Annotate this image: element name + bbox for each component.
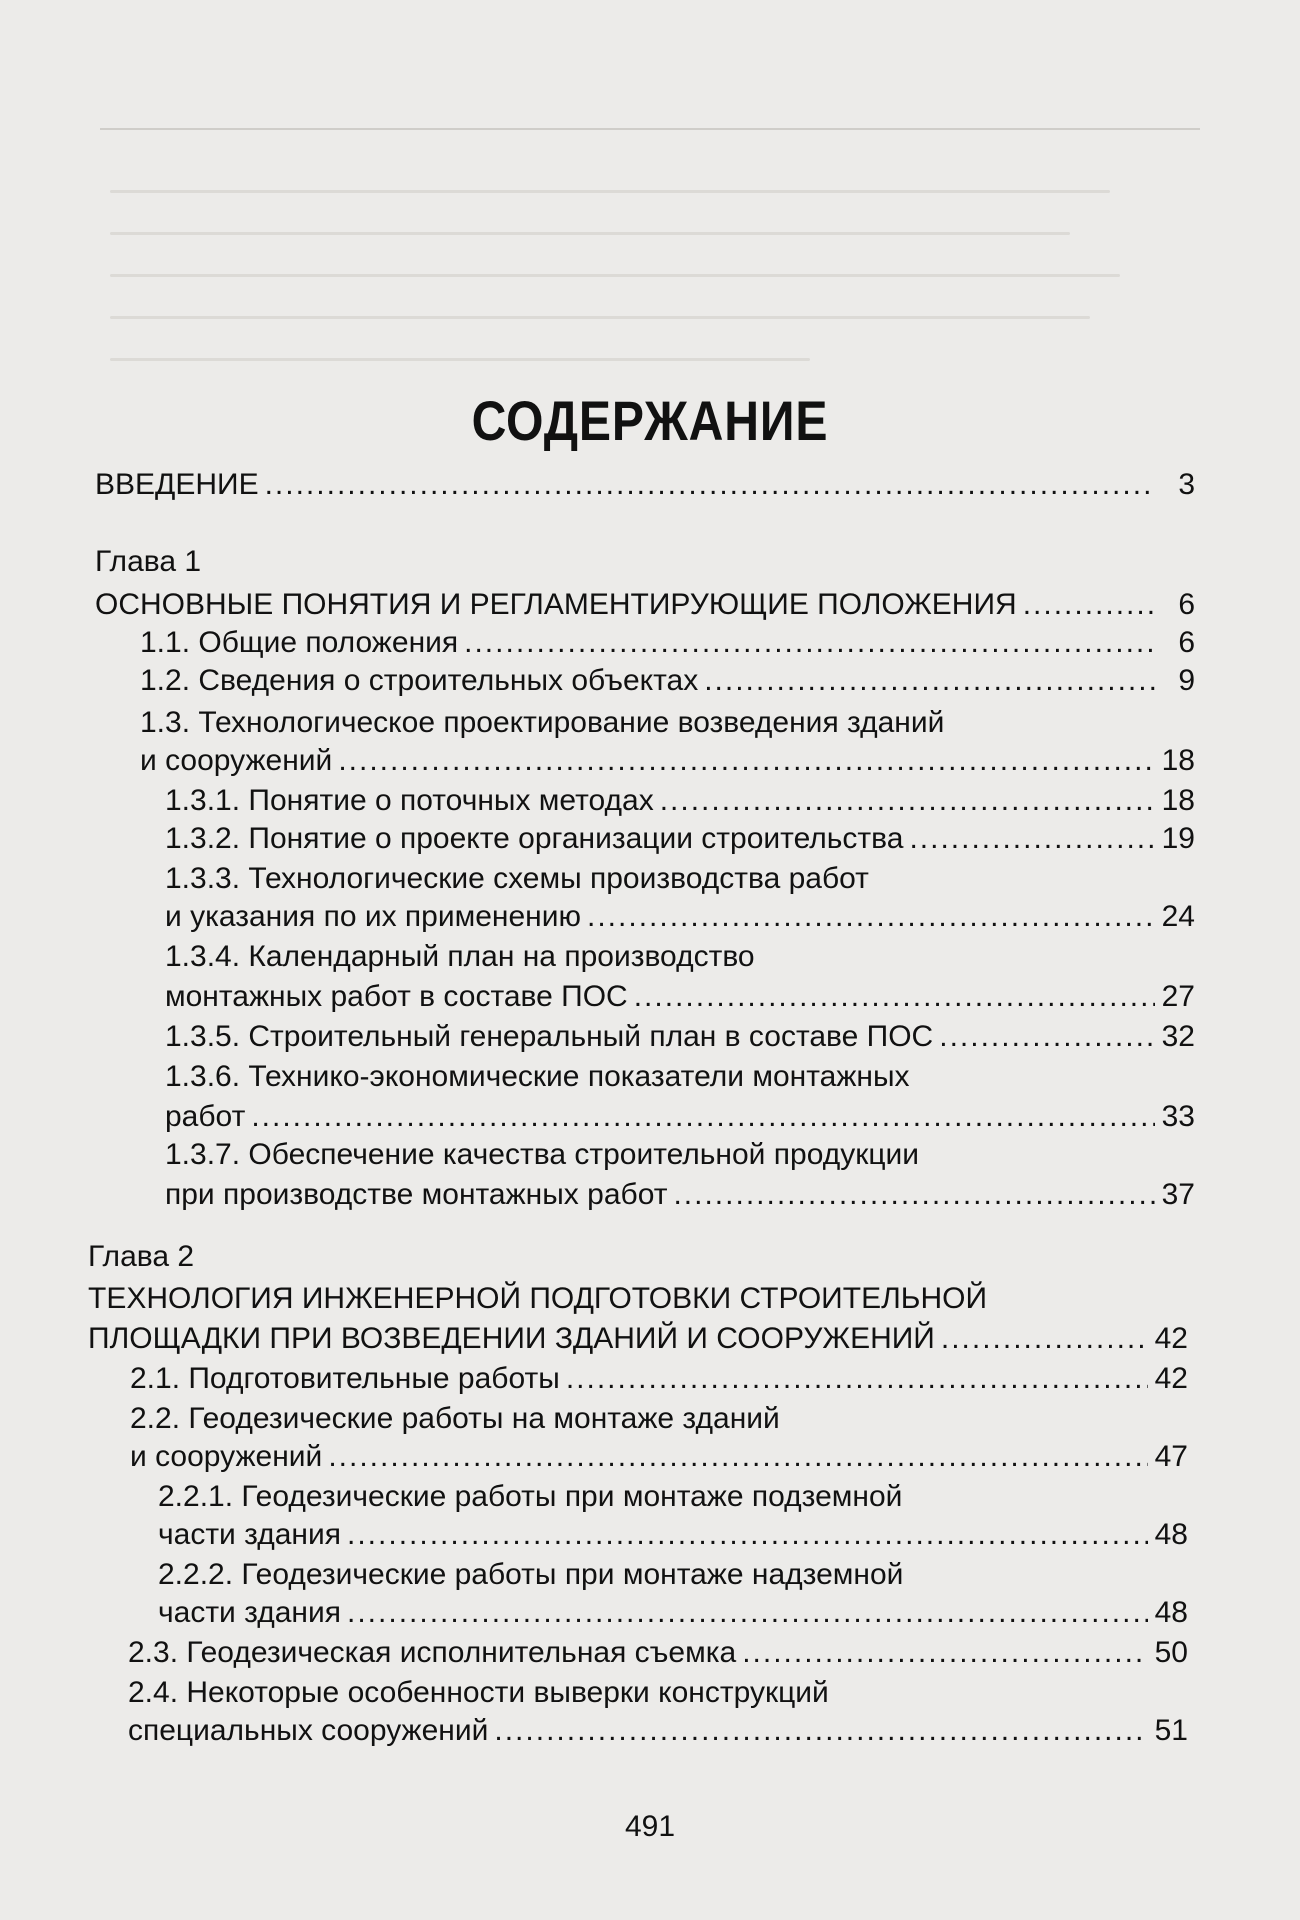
- toc-entry-1-3-line1: 1.3. Технологическое проектирование возведения зданий: [140, 706, 945, 739]
- toc-leader: [347, 1518, 1148, 1552]
- bleed-through-line: [110, 190, 1110, 193]
- toc-entry-2-2: [130, 1440, 1188, 1478]
- toc-entry-2-3: [128, 1636, 1188, 1674]
- toc-entry-text: 1.3.1. Понятие о поточных методах: [165, 784, 654, 817]
- toc-entry-text: и указания по их применению: [165, 900, 582, 933]
- toc-leader: [251, 1100, 1155, 1134]
- toc-entry-1-3-6-line1: 1.3.6. Технико-экономические показатели монтажных: [165, 1060, 910, 1093]
- toc-leader: [566, 1362, 1148, 1396]
- toc-entry-2-1: [130, 1362, 1188, 1400]
- toc-page-number: 27: [1161, 980, 1195, 1013]
- toc-page-number: 3: [1178, 468, 1195, 501]
- toc-leader: [941, 1322, 1148, 1356]
- toc-entry-text: ОСНОВНЫЕ ПОНЯТИЯ И РЕГЛАМЕНТИРУЮЩИЕ ПОЛОЖЕНИЯ: [95, 588, 1017, 621]
- toc-entry-text: 2.3. Геодезическая исполнительная съемка: [128, 1636, 737, 1669]
- toc-page-number: 6: [1178, 626, 1195, 659]
- toc-entry-1-3-7-line1: 1.3.7. Обеспечение качества строительной продукции: [165, 1138, 920, 1171]
- toc-page-number: 6: [1178, 588, 1195, 621]
- toc-entry-text: 1.2. Сведения о строительных объектах: [140, 664, 699, 697]
- toc-entry-1-3-7: [165, 1178, 1195, 1216]
- toc-leader: [1023, 588, 1155, 622]
- toc-entry-2-2-line1: 2.2. Геодезические работы на монтаже зданий: [130, 1402, 780, 1435]
- bleed-through-line: [110, 316, 1090, 319]
- toc-leader: [587, 900, 1155, 934]
- toc-leader: [673, 1178, 1155, 1212]
- toc-leader: [704, 664, 1155, 698]
- toc-leader: [742, 1636, 1148, 1670]
- toc-page-number: 24: [1161, 900, 1195, 933]
- toc-leader: [328, 1440, 1148, 1474]
- toc-entry-text: специальных сооружений: [128, 1714, 489, 1747]
- toc-page-number: 18: [1161, 784, 1195, 817]
- toc-page-number: 42: [1154, 1362, 1188, 1395]
- toc-entry-chapter-2: [88, 1322, 1188, 1360]
- toc-entry-2-2-1: [158, 1518, 1188, 1556]
- toc-page-number: 19: [1161, 822, 1195, 855]
- toc-entry-text: 1.3.2. Понятие о проекте организации строительства: [165, 822, 904, 855]
- toc-entry-1-3-3: [165, 900, 1195, 938]
- toc-entry-text: работ: [165, 1100, 246, 1133]
- toc-entry-text: и сооружений: [130, 1440, 323, 1473]
- toc-entry-2-2-1-line1: 2.2.1. Геодезические работы при монтаже подземной: [158, 1480, 903, 1513]
- toc-entry-1-2: [140, 664, 1195, 702]
- bleed-through-line: [110, 274, 1120, 277]
- toc-entry-1-1: [140, 626, 1195, 664]
- toc-entry-2-2-2: [158, 1596, 1188, 1634]
- toc-entry-1-3-2: [165, 822, 1195, 860]
- toc-entry-1-3-3-line1: 1.3.3. Технологические схемы производства работ: [165, 862, 869, 895]
- toc-entry-text: монтажных работ в составе ПОС: [165, 980, 628, 1013]
- toc-leader: [660, 784, 1155, 818]
- toc-page-number: 32: [1161, 1020, 1195, 1053]
- bleed-through-rule: [100, 128, 1200, 130]
- toc-entry-1-3-6: [165, 1100, 1195, 1138]
- toc-entry-chapter-1: [95, 588, 1195, 626]
- toc-entry-2-2-2-line1: 2.2.2. Геодезические работы при монтаже надземной: [158, 1558, 904, 1591]
- chapter-label: Глава 2: [88, 1240, 195, 1273]
- toc-page-number: 33: [1161, 1100, 1195, 1133]
- toc-entry-1-3: [140, 744, 1195, 782]
- toc-entry-text: 2.1. Подготовительные работы: [130, 1362, 560, 1395]
- toc-entry-1-3-1: [165, 784, 1195, 822]
- toc-entry-1-3-4-line1: 1.3.4. Календарный план на производство: [165, 940, 755, 973]
- toc-entry-text: 1.3.5. Строительный генеральный план в составе ПОС: [165, 1020, 934, 1053]
- toc-entry-text: части здания: [158, 1518, 342, 1551]
- toc-leader: [909, 822, 1155, 856]
- toc-leader: [494, 1714, 1148, 1748]
- toc-page-number: 37: [1161, 1178, 1195, 1211]
- toc-leader: [265, 468, 1155, 502]
- toc-entry-text: части здания: [158, 1596, 342, 1629]
- toc-page-number: 48: [1154, 1596, 1188, 1629]
- bleed-through-line: [110, 232, 1070, 235]
- toc-leader: [634, 980, 1155, 1014]
- toc-leader: [347, 1596, 1148, 1630]
- toc-entry-chapter-2-line1: ТЕХНОЛОГИЯ ИНЖЕНЕРНОЙ ПОДГОТОВКИ СТРОИТЕЛЬНОЙ: [88, 1282, 988, 1315]
- chapter-label: Глава 1: [95, 545, 202, 578]
- toc-page-number: 48: [1154, 1518, 1188, 1551]
- toc-leader: [338, 744, 1155, 778]
- toc-entry-text: при производстве монтажных работ: [165, 1178, 668, 1211]
- toc-page-number: 51: [1154, 1714, 1188, 1747]
- bleed-through-line: [110, 358, 810, 361]
- toc-leader: [939, 1020, 1155, 1054]
- toc-entry-2-4: [128, 1714, 1188, 1752]
- toc-page-number: 9: [1178, 664, 1195, 697]
- toc-page-number: 50: [1154, 1636, 1188, 1669]
- toc-entry-text: ПЛОЩАДКИ ПРИ ВОЗВЕДЕНИИ ЗДАНИЙ И СООРУЖЕНИЙ: [88, 1322, 935, 1355]
- page-number: 491: [624, 1810, 676, 1843]
- toc-entry-text: 1.1. Общие положения: [140, 626, 459, 659]
- toc-entry-1-3-4: [165, 980, 1195, 1018]
- toc-page-number: 47: [1154, 1440, 1188, 1473]
- toc-entry-text: и сооружений: [140, 744, 333, 777]
- toc-page-number: 18: [1161, 744, 1195, 777]
- toc-entry-2-4-line1: 2.4. Некоторые особенности выверки конструкций: [128, 1676, 829, 1709]
- toc-entry-intro: [95, 468, 1195, 506]
- toc-entry-text: ВВЕДЕНИЕ: [95, 468, 259, 501]
- toc-leader: [464, 626, 1155, 660]
- page-title: СОДЕРЖАНИЕ: [471, 389, 829, 452]
- toc-page-number: 42: [1154, 1322, 1188, 1355]
- toc-entry-1-3-5: [165, 1020, 1195, 1058]
